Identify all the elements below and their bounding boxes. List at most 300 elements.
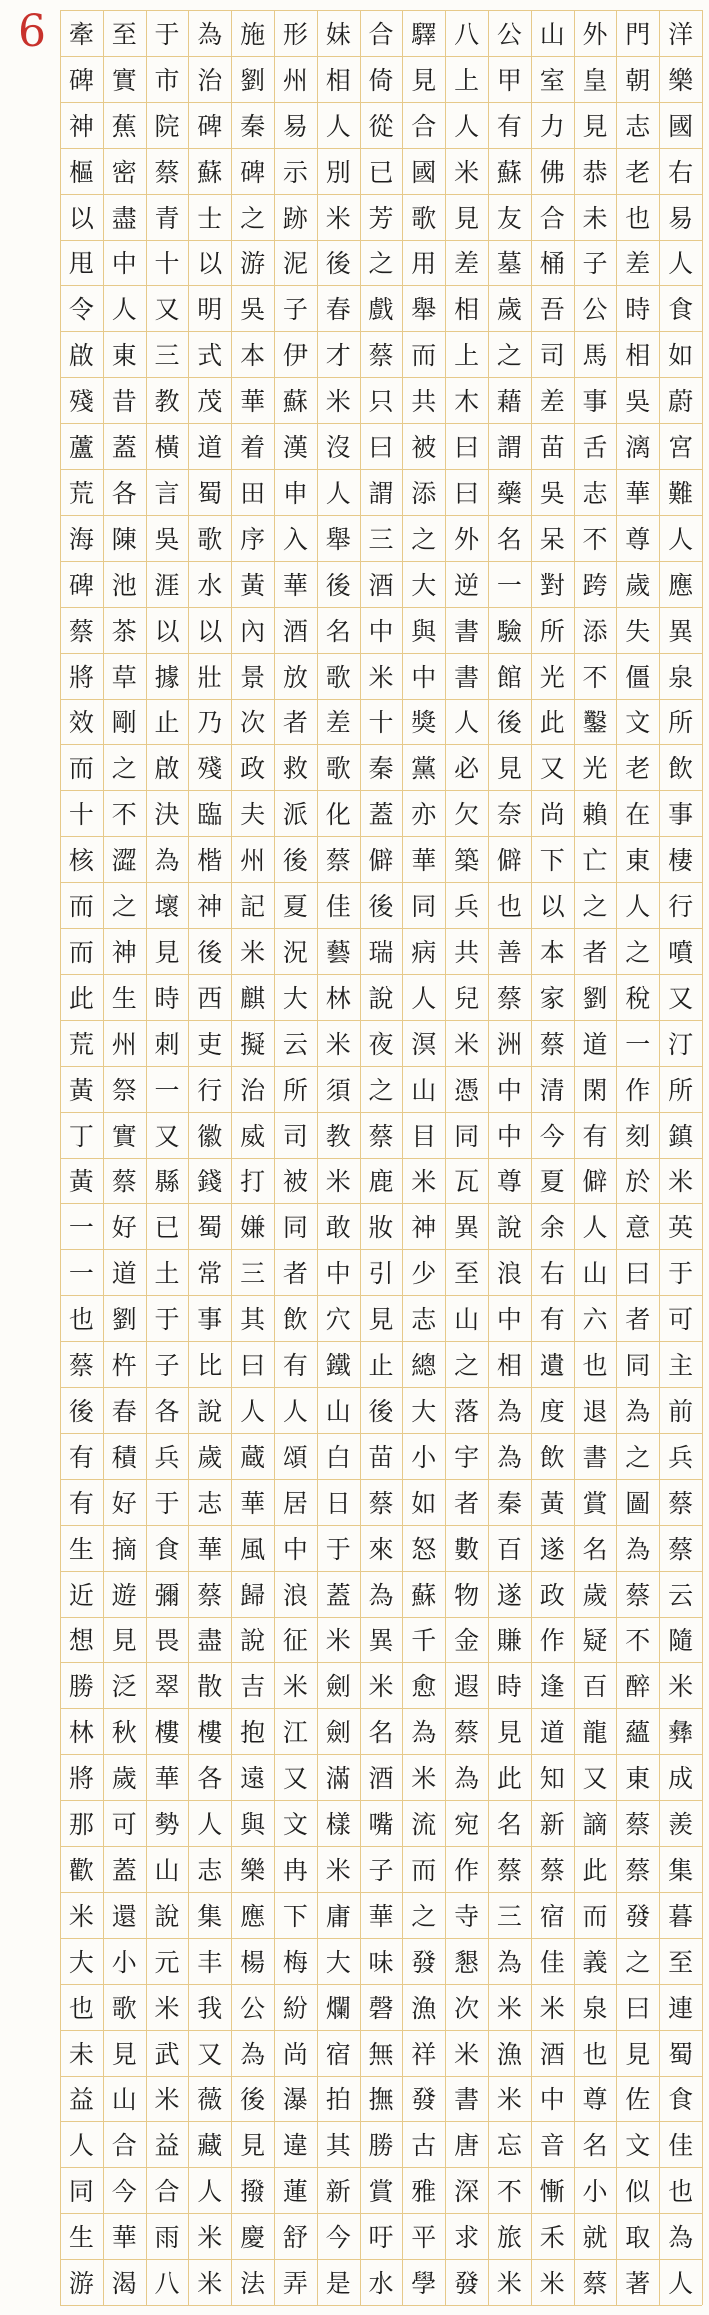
character-cell: 洲 (496, 1029, 522, 1059)
character-cell: 物 (454, 1580, 480, 1610)
character-cell: 藏 (197, 2131, 223, 2161)
character-cell: 吁 (368, 2223, 394, 2253)
character-cell: 為 (496, 1947, 522, 1977)
character-cell: 公 (496, 19, 522, 49)
character-cell: 東 (625, 846, 651, 876)
character-cell: 流 (411, 1810, 437, 1840)
character-cell: 次 (240, 708, 266, 738)
character-cell: 院 (154, 111, 180, 141)
character-cell: 對 (539, 570, 565, 600)
character-cell: 米 (368, 662, 394, 692)
character-cell: 差 (539, 387, 565, 417)
character-cell: 實 (111, 65, 137, 95)
character-cell: 黃 (68, 1167, 94, 1197)
character-cell: 着 (240, 433, 266, 463)
character-cell: 呆 (539, 524, 565, 554)
character-cell: 杵 (111, 1351, 137, 1381)
character-cell: 人 (282, 1396, 308, 1426)
character-cell: 木 (454, 387, 480, 417)
character-cell: 無 (368, 2039, 394, 2069)
character-cell: 吾 (539, 295, 565, 325)
character-cell: 碑 (68, 570, 94, 600)
character-cell: 失 (625, 616, 651, 646)
character-cell: 吳 (240, 295, 266, 325)
character-cell: 蔡 (496, 1855, 522, 1885)
character-cell: 縣 (154, 1167, 180, 1197)
character-cell: 法 (240, 2269, 266, 2299)
character-cell: 土 (154, 1259, 180, 1289)
character-cell: 今 (111, 2177, 137, 2207)
character-cell: 見 (154, 937, 180, 967)
character-cell: 十 (154, 249, 180, 279)
character-cell: 蔡 (368, 1488, 394, 1518)
character-cell: 後 (368, 1396, 394, 1426)
character-cell: 中 (325, 1259, 351, 1289)
character-cell: 密 (111, 157, 137, 187)
character-cell: 子 (154, 1351, 180, 1381)
character-cell: 朝 (625, 65, 651, 95)
character-cell: 瓦 (454, 1167, 480, 1197)
character-cell: 蔡 (539, 1855, 565, 1885)
character-cell: 公 (582, 295, 608, 325)
character-cell: 遺 (539, 1351, 565, 1381)
character-cell: 申 (282, 478, 308, 508)
character-cell: 用 (411, 249, 437, 279)
character-cell: 又 (154, 1121, 180, 1151)
character-cell: 又 (197, 2039, 223, 2069)
character-cell: 蔡 (454, 1718, 480, 1748)
character-cell: 米 (539, 1993, 565, 2023)
character-cell: 子 (368, 1855, 394, 1885)
character-cell: 碑 (68, 65, 94, 95)
character-cell: 曰 (454, 478, 480, 508)
character-cell: 薇 (197, 2085, 223, 2115)
character-cell: 華 (154, 1764, 180, 1794)
character-cell: 又 (582, 1764, 608, 1794)
character-cell: 酒 (368, 570, 394, 600)
page-number: 6 (18, 6, 46, 57)
character-cell: 此 (496, 1764, 522, 1794)
character-cell: 庸 (325, 1901, 351, 1931)
character-cell: 有 (582, 1121, 608, 1151)
character-cell: 人 (111, 295, 137, 325)
character-cell: 伊 (282, 341, 308, 371)
character-cell: 相 (625, 341, 651, 371)
character-cell: 者 (582, 937, 608, 967)
character-cell: 各 (111, 478, 137, 508)
character-cell: 彌 (154, 1580, 180, 1610)
character-cell: 蜀 (668, 2039, 694, 2069)
character-cell: 名 (496, 1810, 522, 1840)
character-cell: 獎 (411, 708, 437, 738)
character-cell: 本 (240, 341, 266, 371)
character-cell: 賞 (582, 1488, 608, 1518)
character-cell: 蓋 (111, 433, 137, 463)
character-cell: 泉 (582, 1993, 608, 2023)
character-cell: 可 (668, 1305, 694, 1335)
character-cell: 士 (197, 203, 223, 233)
character-cell: 大 (411, 570, 437, 600)
character-cell: 神 (411, 1213, 437, 1243)
character-cell: 中 (496, 1121, 522, 1151)
character-cell: 中 (496, 1075, 522, 1105)
character-cell: 見 (582, 111, 608, 141)
character-cell: 之 (368, 249, 394, 279)
character-cell: 劉 (111, 1305, 137, 1335)
character-cell: 益 (154, 2131, 180, 2161)
character-cell: 難 (668, 478, 694, 508)
character-cell: 奈 (496, 800, 522, 830)
character-cell: 病 (411, 937, 437, 967)
character-cell: 名 (368, 1718, 394, 1748)
character-cell: 相 (454, 295, 480, 325)
character-cell: 一 (154, 1075, 180, 1105)
character-cell: 海 (68, 524, 94, 554)
character-cell: 見 (625, 2039, 651, 2069)
character-cell: 遂 (539, 1534, 565, 1564)
character-cell: 秦 (240, 111, 266, 141)
character-cell: 彝 (668, 1718, 694, 1748)
character-cell: 金 (454, 1626, 480, 1656)
character-cell: 蔡 (68, 616, 94, 646)
character-cell: 名 (582, 1534, 608, 1564)
character-cell: 涯 (154, 570, 180, 600)
character-cell: 發 (454, 2269, 480, 2299)
character-cell: 為 (496, 1442, 522, 1472)
character-cell: 力 (539, 111, 565, 141)
character-cell: 勝 (68, 1672, 94, 1702)
character-cell: 人 (325, 478, 351, 508)
character-cell: 撫 (368, 2085, 394, 2115)
character-cell: 之 (496, 341, 522, 371)
character-cell: 蔡 (625, 1855, 651, 1885)
character-cell: 各 (154, 1396, 180, 1426)
character-cell: 之 (582, 892, 608, 922)
character-cell: 退 (582, 1396, 608, 1426)
character-cell: 黃 (240, 570, 266, 600)
character-cell: 舌 (582, 433, 608, 463)
character-cell: 戲 (368, 295, 394, 325)
character-cell: 忘 (496, 2131, 522, 2161)
character-cell: 汀 (668, 1029, 694, 1059)
character-cell: 後 (240, 2085, 266, 2115)
character-cell: 其 (240, 1305, 266, 1335)
character-cell: 來 (368, 1534, 394, 1564)
character-cell: 同 (68, 2177, 94, 2207)
character-cell: 見 (411, 65, 437, 95)
character-cell: 之 (625, 937, 651, 967)
character-cell: 想 (68, 1626, 94, 1656)
character-cell: 蔡 (68, 1351, 94, 1381)
character-cell: 龍 (582, 1718, 608, 1748)
character-cell: 內 (240, 616, 266, 646)
character-cell: 旅 (496, 2223, 522, 2253)
character-cell: 中 (282, 1534, 308, 1564)
character-cell: 公 (240, 1993, 266, 2023)
character-cell: 吳 (154, 524, 180, 554)
character-cell: 在 (625, 800, 651, 830)
character-cell: 僻 (582, 1167, 608, 1197)
character-cell: 成 (668, 1764, 694, 1794)
character-cell: 懇 (454, 1947, 480, 1977)
character-cell: 飲 (539, 1442, 565, 1472)
character-cell: 還 (111, 1901, 137, 1931)
character-cell: 妝 (368, 1213, 394, 1243)
character-cell: 度 (539, 1396, 565, 1426)
character-cell: 畏 (154, 1626, 180, 1656)
character-cell: 生 (68, 2223, 94, 2253)
character-cell: 說 (368, 983, 394, 1013)
character-cell: 日 (325, 1488, 351, 1518)
character-cell: 食 (668, 295, 694, 325)
character-cell: 行 (668, 892, 694, 922)
character-cell: 名 (582, 2131, 608, 2161)
character-cell: 田 (240, 478, 266, 508)
character-cell: 威 (240, 1121, 266, 1151)
character-cell: 將 (68, 1764, 94, 1794)
character-cell: 易 (668, 203, 694, 233)
character-cell: 一 (496, 570, 522, 600)
character-cell: 山 (582, 1259, 608, 1289)
character-cell: 華 (240, 387, 266, 417)
character-cell: 夜 (368, 1029, 394, 1059)
character-cell: 漁 (496, 2039, 522, 2069)
character-cell: 剛 (111, 708, 137, 738)
character-cell: 說 (154, 1901, 180, 1931)
character-cell: 志 (197, 1488, 223, 1518)
character-cell: 浪 (496, 1259, 522, 1289)
character-cell: 與 (411, 616, 437, 646)
character-cell: 至 (668, 1947, 694, 1977)
character-cell: 佳 (325, 892, 351, 922)
character-cell: 大 (68, 1947, 94, 1977)
character-cell: 小 (411, 1442, 437, 1472)
character-cell: 蔡 (625, 1580, 651, 1610)
character-cell: 摘 (111, 1534, 137, 1564)
character-cell: 酒 (539, 2039, 565, 2069)
character-cell: 之 (625, 1442, 651, 1472)
character-cell: 那 (68, 1810, 94, 1840)
character-cell: 老 (625, 157, 651, 187)
character-cell: 之 (240, 203, 266, 233)
character-cell: 歸 (240, 1580, 266, 1610)
character-cell: 志 (625, 111, 651, 141)
character-cell: 據 (154, 662, 180, 692)
character-cell: 主 (668, 1351, 694, 1381)
character-cell: 憑 (454, 1075, 480, 1105)
character-cell: 後 (282, 846, 308, 876)
character-cell: 渴 (111, 2269, 137, 2299)
character-cell: 楷 (197, 846, 223, 876)
character-cell: 常 (197, 1259, 223, 1289)
character-cell: 米 (411, 1764, 437, 1794)
character-cell: 曰 (625, 1993, 651, 2023)
character-cell: 志 (411, 1305, 437, 1335)
character-cell: 蔡 (582, 2269, 608, 2299)
character-cell: 人 (197, 2177, 223, 2207)
character-cell: 相 (325, 65, 351, 95)
character-cell: 光 (582, 754, 608, 784)
character-cell: 舉 (325, 524, 351, 554)
character-cell: 作 (539, 1626, 565, 1656)
character-cell: 治 (240, 1075, 266, 1105)
character-cell: 序 (240, 524, 266, 554)
character-cell: 白 (325, 1442, 351, 1472)
character-cell: 樂 (668, 65, 694, 95)
character-cell: 知 (539, 1764, 565, 1794)
character-cell: 冉 (282, 1855, 308, 1885)
character-cell: 為 (668, 2223, 694, 2253)
character-cell: 樣 (325, 1810, 351, 1840)
character-cell: 秦 (368, 754, 394, 784)
character-cell: 鎮 (668, 1121, 694, 1151)
character-cell: 遊 (111, 1580, 137, 1610)
character-cell: 就 (582, 2223, 608, 2253)
character-cell: 者 (282, 1259, 308, 1289)
character-cell: 行 (197, 1075, 223, 1105)
character-cell: 草 (111, 662, 137, 692)
character-cell: 本 (539, 937, 565, 967)
character-cell: 青 (154, 203, 180, 233)
character-cell: 芳 (368, 203, 394, 233)
character-cell: 生 (111, 983, 137, 1013)
character-cell: 神 (68, 111, 94, 141)
character-cell: 者 (454, 1488, 480, 1518)
character-cell: 謂 (368, 478, 394, 508)
character-cell: 謫 (582, 1810, 608, 1840)
character-cell: 清 (539, 1075, 565, 1105)
character-cell: 殘 (197, 754, 223, 784)
character-cell: 有 (282, 1351, 308, 1381)
character-cell: 西 (197, 983, 223, 1013)
character-cell: 宛 (454, 1810, 480, 1840)
character-cell: 人 (625, 892, 651, 922)
character-cell: 歌 (325, 754, 351, 784)
character-cell: 逢 (539, 1672, 565, 1702)
character-cell: 桶 (539, 249, 565, 279)
character-cell: 黃 (539, 1488, 565, 1518)
character-cell: 百 (582, 1672, 608, 1702)
character-cell: 蔵 (240, 1442, 266, 1472)
character-cell: 此 (539, 708, 565, 738)
character-cell: 僻 (496, 846, 522, 876)
character-cell: 差 (625, 249, 651, 279)
character-cell: 派 (282, 800, 308, 830)
character-cell: 積 (111, 1442, 137, 1472)
character-cell: 勝 (368, 2131, 394, 2161)
character-cell: 事 (668, 800, 694, 830)
character-cell: 上 (454, 341, 480, 371)
character-cell: 大 (325, 1947, 351, 1977)
character-cell: 志 (197, 1855, 223, 1885)
character-cell: 時 (154, 983, 180, 1013)
character-cell: 鐵 (325, 1351, 351, 1381)
character-cell: 式 (197, 341, 223, 371)
character-cell: 明 (197, 295, 223, 325)
character-cell: 江 (282, 1718, 308, 1748)
character-cell: 酒 (368, 1764, 394, 1794)
character-cell: 為 (625, 1534, 651, 1564)
character-cell: 米 (668, 1672, 694, 1702)
character-cell: 敢 (325, 1213, 351, 1243)
character-cell: 善 (496, 937, 522, 967)
character-cell: 老 (625, 754, 651, 784)
character-cell: 者 (282, 708, 308, 738)
character-cell: 少 (411, 1259, 437, 1289)
character-cell: 蔡 (197, 1580, 223, 1610)
character-cell: 施 (240, 19, 266, 49)
character-cell: 前 (668, 1396, 694, 1426)
character-cell: 又 (539, 754, 565, 784)
character-cell: 雅 (411, 2177, 437, 2207)
character-cell: 外 (454, 524, 480, 554)
character-cell: 時 (625, 295, 651, 325)
character-cell: 名 (496, 524, 522, 554)
character-cell: 蔡 (368, 341, 394, 371)
character-cell: 樓 (154, 1718, 180, 1748)
character-cell: 于 (154, 19, 180, 49)
character-cell: 至 (111, 19, 137, 49)
character-cell: 米 (197, 2223, 223, 2253)
character-cell: 作 (625, 1075, 651, 1105)
character-cell: 兒 (454, 983, 480, 1013)
character-cell: 右 (539, 1259, 565, 1289)
character-cell: 未 (582, 203, 608, 233)
character-cell: 不 (582, 524, 608, 554)
character-cell: 池 (111, 570, 137, 600)
character-cell: 添 (411, 478, 437, 508)
character-cell: 市 (154, 65, 180, 95)
character-cell: 人 (454, 708, 480, 738)
character-cell: 書 (454, 2085, 480, 2115)
character-cell: 于 (154, 1305, 180, 1335)
character-cell: 楊 (240, 1947, 266, 1977)
character-cell: 武 (154, 2039, 180, 2069)
character-cell: 共 (454, 937, 480, 967)
character-cell: 而 (411, 341, 437, 371)
character-cell: 意 (625, 1213, 651, 1243)
character-cell: 吳 (625, 387, 651, 417)
character-cell: 為 (496, 1396, 522, 1426)
character-cell: 集 (197, 1901, 223, 1931)
character-cell: 後 (368, 892, 394, 922)
character-cell: 國 (668, 111, 694, 141)
character-cell: 效 (68, 708, 94, 738)
character-cell: 子 (282, 295, 308, 325)
character-cell: 米 (325, 1029, 351, 1059)
character-cell: 所 (282, 1075, 308, 1105)
character-cell: 壞 (154, 892, 180, 922)
character-cell: 蔡 (111, 1167, 137, 1197)
character-cell: 暮 (668, 1901, 694, 1931)
character-cell: 歡 (68, 1855, 94, 1885)
character-cell: 合 (154, 2177, 180, 2207)
character-cell: 水 (197, 570, 223, 600)
character-cell: 歲 (625, 570, 651, 600)
character-cell: 神 (111, 937, 137, 967)
character-cell: 遂 (496, 1580, 522, 1610)
character-cell: 皇 (582, 65, 608, 95)
character-cell: 丰 (197, 1947, 223, 1977)
character-cell: 盡 (111, 203, 137, 233)
character-cell: 打 (240, 1167, 266, 1197)
character-cell: 異 (368, 1626, 394, 1656)
character-cell: 壯 (197, 662, 223, 692)
character-cell: 米 (325, 1855, 351, 1885)
character-cell: 泉 (668, 662, 694, 692)
character-cell: 亦 (411, 800, 437, 830)
character-cell: 右 (668, 157, 694, 187)
